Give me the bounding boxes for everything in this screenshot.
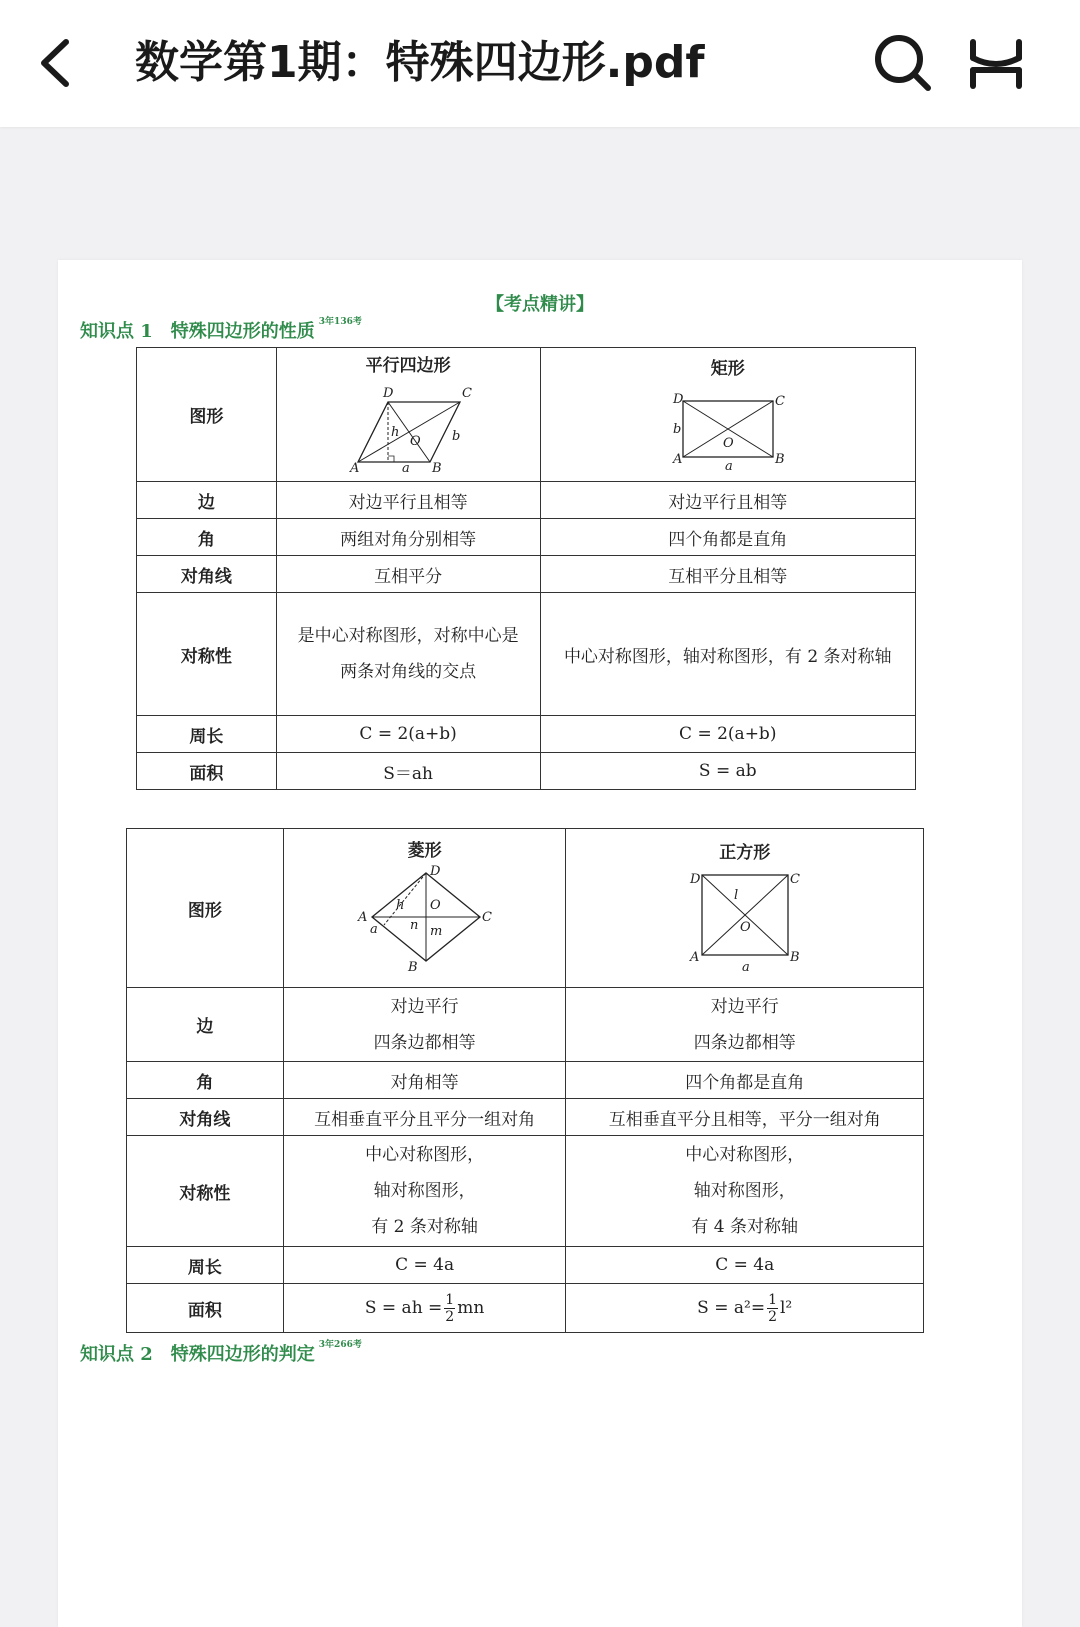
label-A: A <box>672 451 683 467</box>
document-title: 数学第1期：特殊四边形.pdf <box>135 37 705 88</box>
table-cell: S = ab <box>540 753 916 790</box>
search-button[interactable] <box>872 32 934 94</box>
label-C: C <box>789 872 800 887</box>
table-cell: 互相平分 <box>276 556 540 593</box>
properties-table-1 <box>136 347 916 790</box>
table-row <box>127 1247 924 1284</box>
label-a: a <box>724 458 733 471</box>
formula-prefix: S = a²= <box>697 1297 766 1318</box>
table-cell: 互相垂直平分且相等，平分一组对角 <box>566 1099 924 1136</box>
row-label: 周长 <box>127 1247 284 1284</box>
cell-line: 对边平行 <box>390 996 459 1017</box>
cell-line: 轴对称图形， <box>693 1181 796 1201</box>
square-figure-cell <box>566 829 924 988</box>
label-h: h <box>391 424 400 440</box>
fraction <box>767 1292 778 1325</box>
cell-line: 中心对称图形， <box>685 1145 805 1165</box>
row-label: 面积 <box>127 1284 284 1333</box>
label-C: C <box>462 385 473 401</box>
label-O: O <box>410 433 421 449</box>
label-b: b <box>452 428 461 444</box>
label-C: C <box>774 393 785 409</box>
table-cell: C = 4a <box>566 1247 924 1284</box>
label-O: O <box>739 920 751 935</box>
label-a: a <box>402 460 410 474</box>
table-cell: 四个角都是直角 <box>540 519 916 556</box>
cell-line: 有 2 条对称轴 <box>371 1217 478 1237</box>
parallelogram-figure-cell <box>276 348 540 482</box>
row-label: 边 <box>137 482 277 519</box>
label-A: A <box>350 460 360 474</box>
label-h: h <box>395 898 404 913</box>
parallelogram-diagram <box>328 378 488 474</box>
row-label: 对称性 <box>137 593 277 716</box>
row-label: 角 <box>127 1062 284 1099</box>
rhombus-diagram <box>350 863 500 975</box>
knowledge-point-1-label: 知识点 1 特殊四边形的性质 <box>80 321 315 342</box>
label-B: B <box>407 960 418 975</box>
label-B: B <box>789 950 800 965</box>
column-header-rectangle: 矩形 <box>710 358 745 379</box>
formula-suffix: l² <box>780 1297 793 1318</box>
pdf-page[interactable] <box>58 260 1022 1627</box>
table-row <box>137 519 916 556</box>
table-cell: 四个角都是直角 <box>566 1062 924 1099</box>
rectangle-diagram <box>663 381 793 471</box>
row-label: 对角线 <box>137 556 277 593</box>
ai-assistant-button[interactable] <box>968 36 1024 92</box>
label-O: O <box>722 435 734 451</box>
table-row <box>137 348 916 482</box>
formula-suffix: mn <box>457 1297 485 1318</box>
label-B: B <box>774 451 785 467</box>
formula-prefix: S = ah = <box>364 1297 443 1318</box>
table-row <box>137 753 916 790</box>
table-cell <box>283 988 566 1062</box>
cell-line: 四条边都相等 <box>693 1032 796 1053</box>
label-A: A <box>357 910 367 925</box>
table-row <box>137 716 916 753</box>
table-cell: S＝ah <box>276 753 540 790</box>
search-icon <box>872 32 934 94</box>
table-row <box>127 1284 924 1333</box>
chevron-left-icon <box>30 30 90 96</box>
cell-line: 对边平行 <box>710 996 779 1017</box>
label-O: O <box>429 898 441 913</box>
table-cell <box>566 1136 924 1247</box>
label-a: a <box>741 960 750 973</box>
column-header-rhombus: 菱形 <box>407 841 442 861</box>
row-label: 对称性 <box>127 1136 284 1247</box>
label-D: D <box>383 385 394 401</box>
cell-line: 是中心对称图形，对称中心是 <box>297 626 519 646</box>
label-n: n <box>409 918 418 933</box>
table-row <box>127 1062 924 1099</box>
square-diagram <box>680 865 810 973</box>
table-cell <box>566 988 924 1062</box>
fraction-numerator: 1 <box>768 1291 777 1308</box>
table-cell: 两组对角分别相等 <box>276 519 540 556</box>
ai-assistant-icon <box>968 36 1024 92</box>
table-row <box>137 482 916 519</box>
column-header-square: 正方形 <box>719 843 771 863</box>
top-bar <box>0 0 1080 127</box>
back-button[interactable] <box>30 30 90 96</box>
fraction-denominator: 2 <box>768 1308 777 1325</box>
table-cell: 对边平行且相等 <box>540 482 916 519</box>
table-cell <box>283 1284 566 1333</box>
table-cell: C = 2(a+b) <box>276 716 540 753</box>
cell-line: 有 4 条对称轴 <box>691 1217 799 1237</box>
table-row <box>127 1099 924 1136</box>
fraction-numerator: 1 <box>445 1291 455 1308</box>
row-label: 对角线 <box>127 1099 284 1136</box>
fraction-denominator: 2 <box>445 1308 455 1325</box>
knowledge-point-1-frequency: 3年136考 <box>318 317 362 327</box>
table-cell: C = 4a <box>283 1247 566 1284</box>
cell-line: 四条边都相等 <box>373 1032 476 1053</box>
table-cell <box>276 593 540 716</box>
section-title: 【考点精讲】 <box>486 294 594 315</box>
rhombus-figure-cell <box>283 829 566 988</box>
table-row <box>137 556 916 593</box>
table-cell: 对边平行且相等 <box>276 482 540 519</box>
table-cell <box>283 1136 566 1247</box>
knowledge-point-1 <box>80 317 362 343</box>
table-cell: C = 2(a+b) <box>540 716 916 753</box>
table-row <box>127 988 924 1062</box>
row-label: 面积 <box>137 753 277 790</box>
cell-line: 两条对角线的交点 <box>340 662 477 682</box>
label-C: C <box>481 910 492 925</box>
row-label: 边 <box>127 988 284 1062</box>
label-a: a <box>369 922 378 937</box>
table-row <box>127 829 924 988</box>
label-b: b <box>672 421 682 437</box>
label-A: A <box>689 950 700 965</box>
label-m: m <box>429 924 442 939</box>
column-header-parallelogram: 平行四边形 <box>365 355 451 376</box>
cell-line: 中心对称图形， <box>365 1145 485 1165</box>
cell-line: 轴对称图形， <box>373 1181 476 1201</box>
label-D: D <box>429 864 441 879</box>
table-cell: 互相平分且相等 <box>540 556 916 593</box>
label-B: B <box>432 460 442 474</box>
label-l: l <box>733 888 738 903</box>
table-cell <box>566 1284 924 1333</box>
label-D: D <box>672 391 684 407</box>
knowledge-point-2-frequency: 3年266考 <box>318 1340 362 1350</box>
knowledge-point-2-label: 知识点 2 特殊四边形的判定 <box>80 1344 315 1365</box>
table-row <box>127 1136 924 1247</box>
table-cell: 互相垂直平分且平分一组对角 <box>283 1099 566 1136</box>
table-cell: 对角相等 <box>283 1062 566 1099</box>
row-label: 周长 <box>137 716 277 753</box>
row-label: 图形 <box>127 829 284 988</box>
label-D: D <box>689 872 701 887</box>
properties-table-2 <box>126 828 924 1333</box>
row-label: 图形 <box>137 348 277 482</box>
row-label: 角 <box>137 519 277 556</box>
table-cell: 中心对称图形，轴对称图形，有 2 条对称轴 <box>540 593 916 716</box>
fraction <box>444 1292 455 1325</box>
knowledge-point-2 <box>80 1340 362 1366</box>
rectangle-figure-cell <box>540 348 916 482</box>
table-row <box>137 593 916 716</box>
